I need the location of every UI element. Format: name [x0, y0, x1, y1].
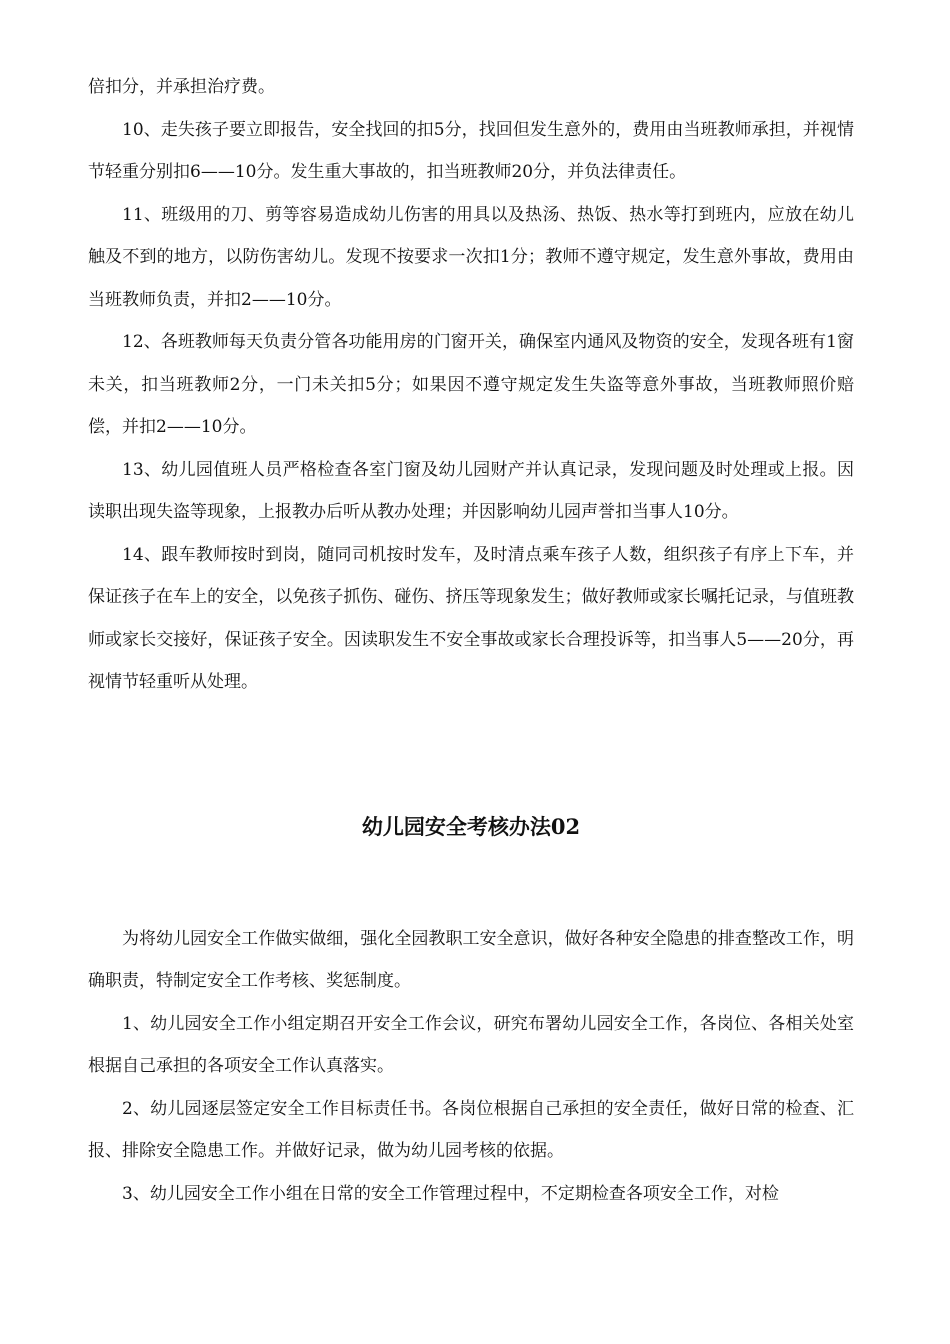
- spacer: [88, 704, 854, 812]
- paragraph: 14、跟车教师按时到岗，随同司机按时发车，及时清点乘车孩子人数，组织孩子有序上下车，并保证孩子在车上的安全，以免孩子抓伤、碰伤、挤压等现象发生；做好教师或家长嘱托记录，与值班教师或家长交接好，保证孩子安全。因读职发生不安全事故或家长合理投诉等，扣当事人5——20分，再视情节轻重听从处理。: [88, 544, 854, 692]
- paragraph: 10、走失孩子要立即报告，安全找回的扣5分，找回但发生意外的，费用由当班教师承担，并视情节轻重分别扣6——10分。发生重大事故的，扣当班教师20分，并负法律责任。: [88, 119, 854, 182]
- section-2: [88, 918, 854, 1216]
- paragraph: 倍扣分，并承担治疗费。: [88, 77, 275, 97]
- paragraph: 2、幼儿园逐层签定安全工作目标责任书。各岗位根据自己承担的安全责任，做好日常的检查、汇报、排除安全隐患工作。并做好记录，做为幼儿园考核的依据。: [88, 1098, 854, 1161]
- section-1: [88, 66, 854, 704]
- paragraph: 为将幼儿园安全工作做实做细，强化全园教职工安全意识，做好各种安全隐患的排查整改工作，明确职责，特制定安全工作考核、奖惩制度。: [88, 928, 854, 991]
- document-page: [88, 66, 854, 1215]
- paragraph: 3、幼儿园安全工作小组在日常的安全工作管理过程中，不定期检查各项安全工作，对检: [122, 1183, 779, 1204]
- section-title: 幼儿园安全考核办法02: [361, 813, 581, 839]
- paragraph: 13、幼儿园值班人员严格检查各室门窗及幼儿园财产并认真记录，发现问题及时处理或上报。因读职出现失盗等现象，上报教办后听从教办处理；并因影响幼儿园声誉扣当事人10分。: [88, 459, 854, 522]
- paragraph: 12、各班教师每天负责分管各功能用房的门窗开关，确保室内通风及物资的安全，发现各班有1窗未关，扣当班教师2分，一门未关扣5分；如果因不遵守规定发生失盗等意外事故，当班教师照价赔偿，并扣2——10分。: [88, 332, 854, 437]
- paragraph: 11、班级用的刀、剪等容易造成幼儿伤害的用具以及热汤、热饭、热水等打到班内，应放在幼儿触及不到的地方，以防伤害幼儿。发现不按要求一次扣1分；教师不遵守规定，发生意外事故，费用由当班教师负责，并扣2——10分。: [88, 204, 854, 310]
- spacer: [88, 842, 854, 918]
- paragraph: 1、幼儿园安全工作小组定期召开安全工作会议，研究布署幼儿园安全工作，各岗位、各相关处室根据自己承担的各项安全工作认真落实。: [88, 1013, 854, 1076]
